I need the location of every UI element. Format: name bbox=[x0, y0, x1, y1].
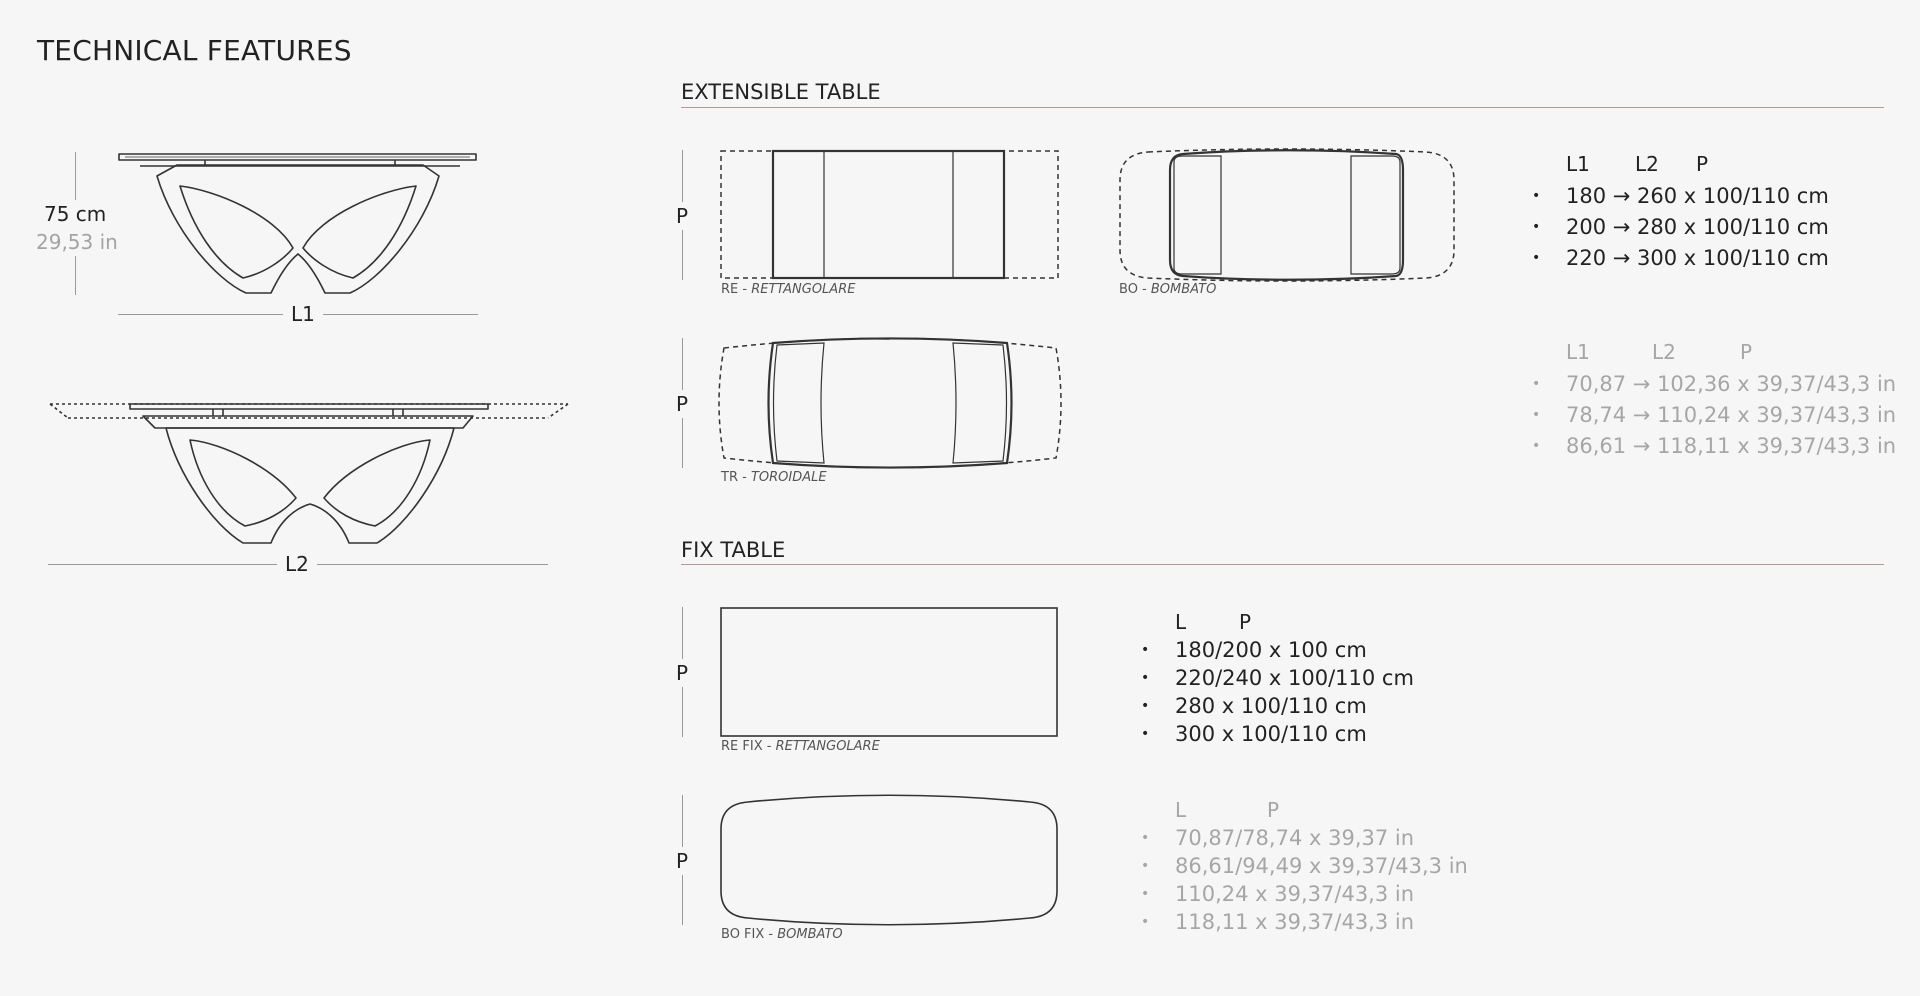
spec-item: • 86,61 → 118,11 x 39,37/43,3 in bbox=[1532, 431, 1896, 462]
page-title: TECHNICAL FEATURES bbox=[37, 34, 352, 67]
spec-header-in bbox=[1175, 798, 1279, 822]
spec-item: • 70,87/78,74 x 39,37 in bbox=[1141, 824, 1468, 852]
shape-caption-tr bbox=[721, 470, 827, 485]
shape-name: BOMBATO bbox=[777, 927, 843, 942]
shape-toroidale-extensible bbox=[720, 338, 1060, 468]
spec-header-p: P bbox=[1740, 340, 1753, 364]
spec-header-cm bbox=[1566, 152, 1708, 176]
spec-list-fix-cm bbox=[1141, 636, 1414, 748]
spec-header-p: P bbox=[1696, 152, 1709, 176]
shape-code: TR - bbox=[721, 470, 751, 485]
shape-code: BO - bbox=[1119, 282, 1151, 297]
spec-list-extensible-cm bbox=[1532, 181, 1829, 274]
shape-caption-bo-fix bbox=[721, 927, 843, 942]
shape-rectangular-fix bbox=[720, 607, 1058, 737]
shape-name: BOMBATO bbox=[1150, 282, 1217, 297]
spec-list-extensible-in bbox=[1532, 369, 1896, 462]
shape-name: RETTANGOLARE bbox=[751, 282, 856, 297]
spec-header-l: L bbox=[1175, 798, 1187, 822]
spec-item: • 118,11 x 39,37/43,3 in bbox=[1141, 908, 1468, 936]
shape-caption-re bbox=[721, 282, 855, 297]
l2-label: L2 bbox=[277, 552, 317, 576]
spec-item: • 86,61/94,49 x 39,37/43,3 in bbox=[1141, 852, 1468, 880]
spec-item: • 200 → 280 x 100/110 cm bbox=[1532, 212, 1829, 243]
section-title-fix: FIX TABLE bbox=[681, 538, 786, 562]
section-title-extensible: EXTENSIBLE TABLE bbox=[681, 80, 881, 104]
section-rule-extensible bbox=[681, 107, 1884, 108]
height-cm-label: 75 cm bbox=[44, 202, 107, 226]
table-side-view-closed bbox=[115, 150, 485, 300]
spec-header-l2: L2 bbox=[1652, 340, 1676, 364]
spec-list-fix-in bbox=[1141, 824, 1468, 936]
depth-label: P bbox=[676, 849, 689, 873]
spec-item: • 280 x 100/110 cm bbox=[1141, 692, 1414, 720]
spec-header-in bbox=[1566, 340, 1752, 364]
shape-caption-bo bbox=[1119, 282, 1216, 297]
shape-name: TOROIDALE bbox=[750, 470, 827, 485]
shape-bombato-fix bbox=[720, 795, 1058, 925]
spec-item: • 300 x 100/110 cm bbox=[1141, 720, 1414, 748]
depth-label: P bbox=[676, 392, 689, 416]
shape-code: RE - bbox=[721, 282, 752, 297]
shape-name: RETTANGOLARE bbox=[775, 739, 880, 754]
spec-item: • 110,24 x 39,37/43,3 in bbox=[1141, 880, 1468, 908]
spec-item: • 180 → 260 x 100/110 cm bbox=[1532, 181, 1829, 212]
shape-code: RE FIX - bbox=[721, 739, 776, 754]
spec-header-p: P bbox=[1267, 798, 1280, 822]
shape-bombato-extensible bbox=[1118, 150, 1456, 280]
depth-label: P bbox=[676, 661, 689, 685]
shape-caption-re-fix bbox=[721, 739, 880, 754]
spec-header-l: L bbox=[1175, 610, 1187, 634]
spec-item: • 180/200 x 100 cm bbox=[1141, 636, 1414, 664]
spec-item: • 220/240 x 100/110 cm bbox=[1141, 664, 1414, 692]
spec-item: • 220 → 300 x 100/110 cm bbox=[1532, 243, 1829, 274]
section-rule-fix bbox=[681, 564, 1884, 565]
spec-item: • 70,87 → 102,36 x 39,37/43,3 in bbox=[1532, 369, 1896, 400]
table-side-view-extended bbox=[48, 400, 570, 550]
shape-rectangular-extensible bbox=[720, 150, 1060, 280]
spec-header-p: P bbox=[1239, 610, 1252, 634]
l1-label: L1 bbox=[283, 302, 323, 326]
spec-header-l1: L1 bbox=[1566, 152, 1590, 176]
spec-header-l2: L2 bbox=[1635, 152, 1659, 176]
spec-header-l1: L1 bbox=[1566, 340, 1590, 364]
shape-code: BO FIX - bbox=[721, 927, 778, 942]
depth-label: P bbox=[676, 204, 689, 228]
height-in-label: 29,53 in bbox=[36, 230, 118, 254]
spec-header-cm bbox=[1175, 610, 1251, 634]
spec-item: • 78,74 → 110,24 x 39,37/43,3 in bbox=[1532, 400, 1896, 431]
